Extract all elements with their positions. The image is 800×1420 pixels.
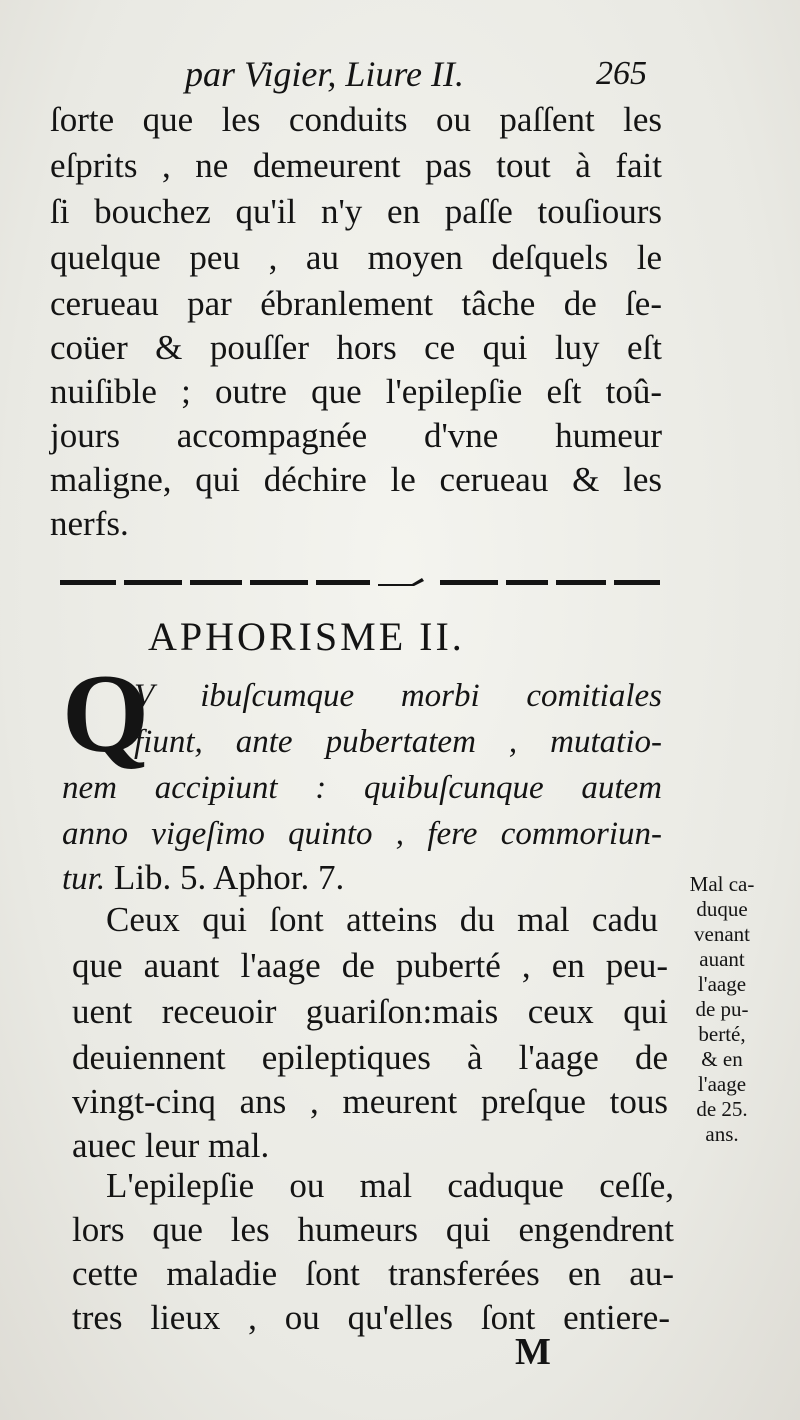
text-line: ſorte que les conduits ou paſſent les (50, 100, 662, 139)
text-line: que auant l'aage de puberté , en peu- (72, 946, 668, 985)
text-line: lors que les humeurs qui engendrent (72, 1210, 674, 1249)
latin-line: fiunt, ante pubertatem , mutatio- (134, 724, 662, 760)
margin-note-line: de pu- (695, 997, 749, 1021)
margin-note-line: Mal ca- (689, 872, 755, 896)
text-line: ſi bouchez qu'il n'y en paſſe touſiours (50, 192, 662, 231)
margin-note-line: venant (694, 922, 750, 946)
margin-note-line: auant (699, 947, 745, 971)
text-line: tres lieux , ou qu'elles ſont entiere- (72, 1298, 670, 1337)
citation-reference: Lib. 5. Aphor. 7. (105, 858, 345, 897)
latin-line: V ibuſcumque morbi comitiales (134, 678, 662, 714)
text-line: eſprits , ne demeurent pas tout à fait (50, 146, 662, 185)
aphorism-heading: APHORISME II. (148, 614, 465, 659)
latin-line: nem accipiunt : quibuſcunque autem (62, 770, 662, 806)
margin-note-line: duque (696, 897, 748, 921)
text-line: L'epilepſie ou mal caduque ceſſe, (106, 1166, 674, 1205)
margin-note-line: ans. (705, 1122, 739, 1146)
text-line: nerfs. (50, 504, 129, 543)
margin-note-line: berté, (698, 1022, 746, 1046)
text-line: auec leur mal. (72, 1126, 270, 1165)
citation-line (62, 858, 344, 899)
margin-note-line: l'aage (697, 972, 747, 996)
ornamental-divider (60, 576, 660, 588)
text-line: deuiennent epileptiques à l'aage de (72, 1038, 668, 1077)
margin-note-line: de 25. (696, 1097, 748, 1121)
text-line: uent receuoir guariſon:mais ceux qui (72, 992, 668, 1031)
margin-note (676, 872, 768, 1147)
text-line: coüer & pouſſer hors ce qui luy eſt (50, 328, 662, 367)
latin-line: anno vigeſimo quinto , fere commoriun- (62, 816, 662, 852)
text-line: jours accompagnée d'vne humeur (50, 416, 662, 455)
drop-cap: Q (62, 652, 150, 776)
signature-mark: M (515, 1331, 551, 1373)
margin-note-line: l'aage (697, 1072, 747, 1096)
text-line: vingt-cinq ans , meurent preſque tous (72, 1082, 668, 1121)
text-line: cette maladie ſont transferées en au- (72, 1254, 674, 1293)
text-line: quelque peu , au moyen deſquels le (50, 238, 662, 277)
text-line: cerueau par ébranlement tâche de ſe- (50, 284, 662, 323)
text-line: nuiſible ; outre que l'epilepſie eſt toû- (50, 372, 662, 411)
running-title: par Vigier, Liure II. (185, 54, 464, 94)
margin-note-line: & en (701, 1047, 743, 1071)
text-line: Ceux qui ſont atteins du mal cadu (106, 900, 658, 939)
citation-italic: tur. (62, 861, 106, 897)
page-number: 265 (596, 55, 647, 92)
running-head (0, 52, 800, 96)
text-line: maligne, qui déchire le cerueau & les (50, 460, 662, 499)
